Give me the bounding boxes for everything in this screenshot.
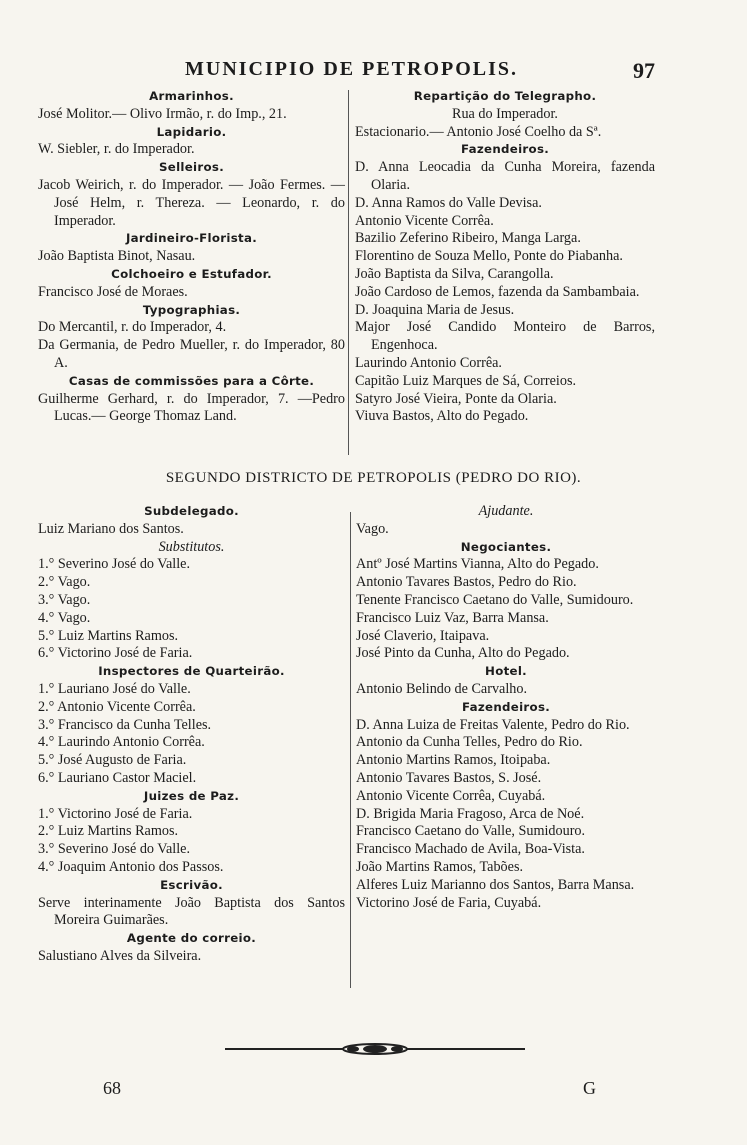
section-heading: Fazendeiros. (461, 699, 551, 714)
directory-entry: Viuva Bastos, Alto do Pegado. (355, 408, 529, 425)
directory-entry: Alferes Luiz Marianno dos Santos, Barra Mansa. (356, 876, 635, 893)
directory-entry: 4.° Laurindo Antonio Corrêa. (38, 734, 205, 751)
signature-number: 68 (103, 1078, 121, 1098)
directory-entry: D. Anna Leocadia da Cunha Moreira, fazenda Olaria. (355, 159, 655, 193)
directory-entry: 6.° Victorino José de Faria. (38, 645, 193, 662)
directory-entry: D. Joaquina Maria de Jesus. (355, 301, 515, 318)
directory-entry: Francisco Machado de Avila, Boa-Vista. (356, 841, 585, 858)
directory-entry: Antonio da Cunha Telles, Pedro do Rio. (356, 734, 583, 751)
directory-entry: 3.° Severino José do Valle. (38, 841, 190, 858)
directory-entry: D. Anna Ramos do Valle Devisa. (355, 194, 542, 211)
section-heading: Negociantes. (460, 539, 552, 554)
directory-entry: João Baptista da Silva, Carangolla. (355, 265, 554, 282)
directory-entry: 2.° Vago. (38, 574, 91, 591)
directory-entry: João Martins Ramos, Tabões. (356, 858, 524, 875)
directory-entry: José Pinto da Cunha, Alto do Pegado. (356, 645, 570, 662)
section-heading: Fazendeiros. (460, 142, 550, 157)
directory-entry: Capitão Luiz Marques de Sá, Correios. (355, 372, 577, 389)
directory-entry: Vago. (356, 520, 389, 537)
directory-entry: Francisco Luiz Vaz, Barra Mansa. (356, 609, 549, 626)
section-heading: Lapidario. (156, 124, 227, 139)
directory-entry: José Claverio, Itaipava. (356, 627, 490, 644)
directory-entry: Francisco Caetano do Valle, Sumidouro. (356, 823, 586, 840)
left-column-bottom (38, 503, 345, 966)
directory-entry: 2.° Antonio Vicente Corrêa. (38, 698, 196, 715)
directory-entry: 4.° Joaquim Antonio dos Passos. (38, 858, 224, 875)
directory-entry: Serve interinamente João Baptista dos Santos Moreira Guimarães. (38, 894, 345, 929)
section-heading: Colchoeiro e Estufador. (111, 266, 272, 281)
page-number: 97 (633, 58, 655, 83)
section-heading: Subdelegado. (144, 504, 239, 518)
section-subheading: Ajudante. (478, 503, 534, 519)
directory-entry: D. Anna Luiza de Freitas Valente, Pedro do Rio. (356, 716, 630, 733)
directory-entry: Francisco José de Moraes. (38, 283, 188, 300)
directory-entry: D. Brigida Maria Fragoso, Arca de Noé. (356, 805, 585, 822)
directory-entry: W. Siebler, r. do Imperador. (38, 141, 195, 158)
directory-entry: José Molitor.— Olivo Irmão, r. do Imp., 21. (38, 105, 287, 122)
column-divider-bottom (350, 512, 351, 988)
directory-entry: 4.° Vago. (38, 609, 91, 626)
section-heading: Hotel. (485, 664, 527, 679)
page-header (0, 58, 747, 88)
directory-entry: 2.° Luiz Martins Ramos. (38, 823, 179, 840)
directory-entry: 3.° Vago. (38, 591, 91, 608)
directory-entry: Antonio Tavares Bastos, Pedro do Rio. (356, 574, 577, 591)
section-heading: Juizes de Paz. (143, 788, 240, 803)
directory-entry: 1.° Severino José do Valle. (38, 556, 190, 573)
section-heading: Repartição do Telegrapho. (413, 89, 597, 103)
page-title: MUNICIPIO DE PETROPOLIS. (185, 58, 519, 80)
section-heading: Inspectores de Quarteirão. (98, 664, 285, 679)
section-heading: Selleiros. (158, 160, 225, 175)
directory-entry: Florentino de Souza Mello, Ponte do Piabanha. (355, 248, 623, 265)
directory-entry: Jacob Weirich, r. do Imperador. — João Fermes. — José Helm, r. Thereza. — Leonardo, r. do Imperador. (38, 176, 345, 229)
section-heading: Escrivão. (160, 877, 223, 892)
directory-entry: 5.° José Augusto de Faria. (38, 752, 187, 769)
directory-entry: Antonio Vicente Corrêa. (355, 212, 494, 229)
directory-entry: Satyro José Vieira, Ponte da Olaria. (355, 390, 557, 407)
section-heading: Armarinhos. (149, 89, 234, 103)
section-heading: Casas de commissões para a Côrte. (68, 373, 315, 388)
directory-entry: 6.° Lauriano Castor Maciel. (38, 769, 197, 786)
directory-entry: Estacionario.— Antonio José Coelho da Sª. (355, 123, 602, 140)
directory-entry: Antonio Tavares Bastos, S. José. (356, 769, 542, 786)
ornament-rule-icon (225, 1042, 525, 1056)
directory-entry: Antonio Martins Ramos, Itoipaba. (356, 752, 551, 769)
directory-entry: Antonio Belindo de Carvalho. (356, 680, 528, 697)
section-heading: Typographias. (142, 302, 241, 317)
right-column-top (355, 88, 655, 426)
directory-entry: 1.° Victorino José de Faria. (38, 805, 193, 822)
directory-entry: João Cardoso de Lemos, fazenda da Sambambaia. (355, 283, 640, 300)
directory-entry: Victorino José de Faria, Cuyabá. (356, 894, 542, 911)
column-divider-top (348, 90, 349, 455)
directory-entry: Laurindo Antonio Corrêa. (355, 354, 502, 371)
directory-entry: Antonio Vicente Corrêa, Cuyabá. (356, 787, 546, 804)
signature-letter: G (583, 1078, 596, 1098)
directory-entry: Guilherme Gerhard, r. do Imperador, 7. —Pedro Lucas.— George Thomaz Land. (38, 390, 345, 425)
district-heading: SEGUNDO DISTRICTO DE PETROPOLIS (PEDRO DO RIO). (165, 470, 582, 486)
directory-entry: Tenente Francisco Caetano do Valle, Sumidouro. (356, 591, 634, 608)
directory-entry: Salustiano Alves da Silveira. (38, 947, 202, 964)
directory-entry: 3.° Francisco da Cunha Telles. (38, 716, 212, 733)
section-note: Rua do Imperador. (452, 105, 558, 122)
directory-entry: Luiz Mariano dos Santos. (38, 520, 184, 537)
directory-entry: Bazilio Zeferino Ribeiro, Manga Larga. (355, 230, 581, 247)
directory-entry: Do Mercantil, r. do Imperador, 4. (38, 319, 227, 336)
directory-entry: Antº José Martins Vianna, Alto do Pegado. (356, 556, 599, 573)
section-subheading: Substitutos. (158, 538, 225, 555)
right-column-bottom (356, 503, 656, 912)
left-column-top (38, 88, 345, 426)
directory-entry: João Baptista Binot, Nasau. (38, 248, 196, 265)
directory-entry: Major José Candido Monteiro de Barros, Engenhoca. (355, 319, 655, 354)
directory-entry: 5.° Luiz Martins Ramos. (38, 627, 179, 644)
directory-entry: 1.° Lauriano José do Valle. (38, 680, 191, 697)
section-heading: Jardineiro-Florista. (125, 231, 258, 246)
section-heading: Agente do correio. (126, 931, 257, 946)
directory-entry: Da Germania, de Pedro Mueller, r. do Imperador, 80 A. (38, 337, 345, 371)
